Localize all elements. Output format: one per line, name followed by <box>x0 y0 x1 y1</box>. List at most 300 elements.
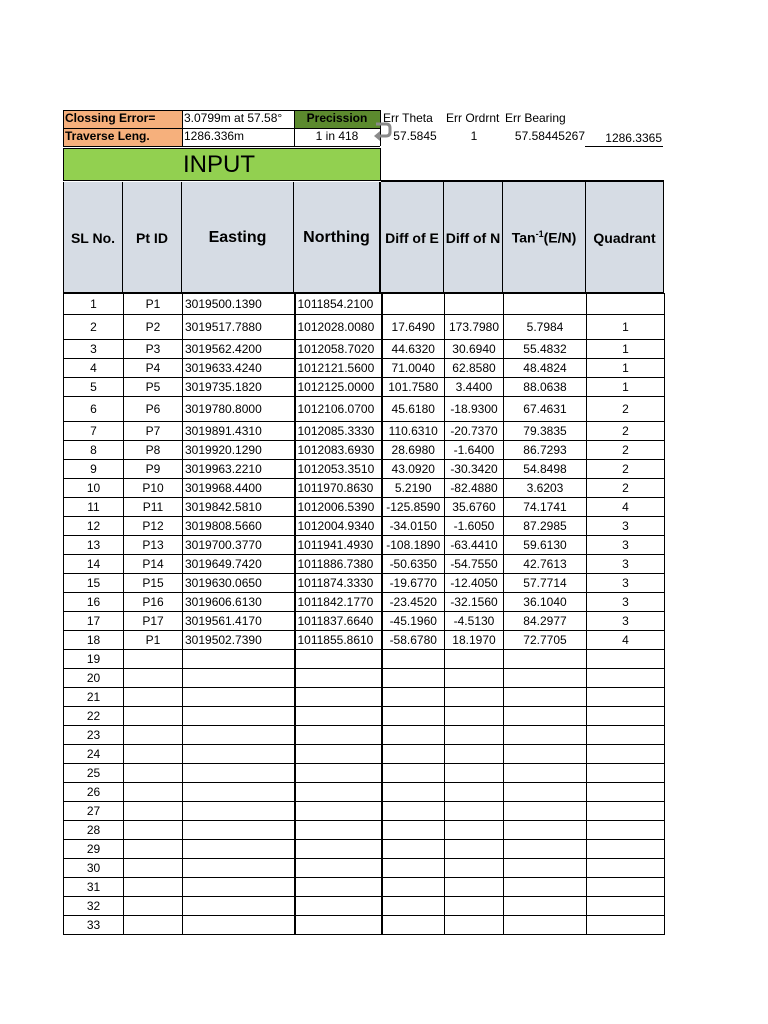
cell-diff-n[interactable] <box>445 764 504 783</box>
cell-easting[interactable] <box>183 878 295 897</box>
cell-tan-en[interactable]: 55.4832 <box>504 340 587 359</box>
cell-quadrant[interactable] <box>587 821 665 840</box>
cell-quadrant[interactable]: 3 <box>587 593 665 612</box>
cell-quadrant[interactable] <box>587 859 665 878</box>
cell-diff-e[interactable]: -125.8590 <box>382 498 445 517</box>
cell-pt-id[interactable]: P10 <box>124 479 183 498</box>
cell-sl-no[interactable]: 9 <box>64 460 124 479</box>
cell-easting[interactable]: 3019735.1820 <box>183 378 295 397</box>
cell-tan-en[interactable]: 67.4631 <box>504 397 587 422</box>
cell-quadrant[interactable]: 2 <box>587 479 665 498</box>
cell-pt-id[interactable] <box>124 669 183 688</box>
cell-easting[interactable]: 3019963.2210 <box>183 460 295 479</box>
cell-pt-id[interactable] <box>124 745 183 764</box>
cell-pt-id[interactable] <box>124 707 183 726</box>
cell-pt-id[interactable]: P17 <box>124 612 183 631</box>
cell-tan-en[interactable]: 86.7293 <box>504 441 587 460</box>
cell-diff-e[interactable] <box>382 669 445 688</box>
cell-easting[interactable] <box>183 897 295 916</box>
cell-quadrant[interactable] <box>587 764 665 783</box>
cell-quadrant[interactable]: 2 <box>587 460 665 479</box>
cell-diff-e[interactable] <box>382 688 445 707</box>
cell-easting[interactable] <box>183 840 295 859</box>
cell-sl-no[interactable]: 25 <box>64 764 124 783</box>
cell-sl-no[interactable]: 12 <box>64 517 124 536</box>
cell-easting[interactable] <box>183 707 295 726</box>
cell-diff-e[interactable]: 110.6310 <box>382 422 445 441</box>
cell-tan-en[interactable]: 5.7984 <box>504 315 587 340</box>
cell-quadrant[interactable] <box>587 783 665 802</box>
cell-sl-no[interactable]: 24 <box>64 745 124 764</box>
cell-pt-id[interactable]: P5 <box>124 378 183 397</box>
cell-northing[interactable] <box>295 802 382 821</box>
cell-pt-id[interactable] <box>124 650 183 669</box>
cell-northing[interactable]: 1012085.3330 <box>295 422 382 441</box>
cell-tan-en[interactable]: 36.1040 <box>504 593 587 612</box>
cell-quadrant[interactable]: 3 <box>587 517 665 536</box>
cell-quadrant[interactable]: 3 <box>587 574 665 593</box>
cell-diff-n[interactable]: -20.7370 <box>445 422 504 441</box>
cell-diff-e[interactable]: -23.4520 <box>382 593 445 612</box>
cell-sl-no[interactable]: 22 <box>64 707 124 726</box>
cell-sl-no[interactable]: 2 <box>64 315 124 340</box>
table-row <box>64 878 665 897</box>
cell-easting[interactable]: 3019920.1290 <box>183 441 295 460</box>
cell-easting[interactable]: 3019633.4240 <box>183 359 295 378</box>
table-row <box>64 441 665 460</box>
cell-easting[interactable] <box>183 916 295 935</box>
cell-tan-en[interactable] <box>504 821 587 840</box>
cell-northing[interactable]: 1012028.0080 <box>295 315 382 340</box>
cell-diff-e[interactable] <box>382 783 445 802</box>
cell-northing[interactable] <box>295 859 382 878</box>
cell-easting[interactable]: 3019630.0650 <box>183 574 295 593</box>
cell-quadrant[interactable]: 2 <box>587 441 665 460</box>
cell-diff-n[interactable]: -1.6050 <box>445 517 504 536</box>
cell-quadrant[interactable] <box>587 707 665 726</box>
cell-sl-no[interactable]: 5 <box>64 378 124 397</box>
cell-quadrant[interactable] <box>587 840 665 859</box>
cell-northing[interactable]: 1012004.9340 <box>295 517 382 536</box>
cell-tan-en[interactable]: 57.7714 <box>504 574 587 593</box>
cell-pt-id[interactable]: P6 <box>124 397 183 422</box>
cell-sl-no[interactable]: 6 <box>64 397 124 422</box>
header-northing[interactable] <box>294 182 381 293</box>
table-row <box>64 479 665 498</box>
cell-tan-en[interactable] <box>504 859 587 878</box>
cell-sl-no[interactable]: 21 <box>64 688 124 707</box>
cell-diff-n[interactable]: -63.4410 <box>445 536 504 555</box>
cell-pt-id[interactable] <box>124 821 183 840</box>
closing-error-value[interactable]: 3.0799m at 57.58° <box>184 111 283 125</box>
cell-quadrant[interactable]: 2 <box>587 397 665 422</box>
header-sl-no[interactable] <box>63 182 123 293</box>
cell-pt-id[interactable] <box>124 783 183 802</box>
cell-pt-id[interactable]: P3 <box>124 340 183 359</box>
cell-tan-en[interactable] <box>504 294 587 315</box>
table-row <box>64 688 665 707</box>
cell-tan-en[interactable]: 87.2985 <box>504 517 587 536</box>
cell-diff-n[interactable]: -54.7550 <box>445 555 504 574</box>
cell-sl-no[interactable]: 13 <box>64 536 124 555</box>
cell-northing[interactable] <box>295 783 382 802</box>
cell-diff-n[interactable]: -12.4050 <box>445 574 504 593</box>
cell-tan-en[interactable] <box>504 878 587 897</box>
cell-tan-en[interactable]: 72.7705 <box>504 631 587 650</box>
cell-diff-n[interactable] <box>445 745 504 764</box>
cell-quadrant[interactable]: 4 <box>587 631 665 650</box>
cell-quadrant[interactable] <box>587 878 665 897</box>
cell-diff-e[interactable]: -45.1960 <box>382 612 445 631</box>
cell-pt-id[interactable]: P12 <box>124 517 183 536</box>
cell-sl-no[interactable]: 14 <box>64 555 124 574</box>
cell-sl-no[interactable]: 8 <box>64 441 124 460</box>
cell-easting[interactable] <box>183 821 295 840</box>
cell-diff-n[interactable] <box>445 802 504 821</box>
cell-quadrant[interactable]: 1 <box>587 378 665 397</box>
cell-northing[interactable]: 1011941.4930 <box>295 536 382 555</box>
cell-easting[interactable] <box>183 688 295 707</box>
cell-easting[interactable]: 3019808.5660 <box>183 517 295 536</box>
cell-tan-en[interactable]: 84.2977 <box>504 612 587 631</box>
cell-easting[interactable] <box>183 783 295 802</box>
err-theta-label[interactable]: Err Theta <box>383 111 433 125</box>
cell-easting[interactable] <box>183 764 295 783</box>
cell-northing[interactable] <box>295 745 382 764</box>
cell-diff-n[interactable] <box>445 726 504 745</box>
table-row <box>64 574 665 593</box>
cell-pt-id[interactable] <box>124 859 183 878</box>
cell-pt-id[interactable]: P13 <box>124 536 183 555</box>
cell-quadrant[interactable] <box>587 802 665 821</box>
cell-pt-id[interactable]: P2 <box>124 315 183 340</box>
cell-northing[interactable]: 1012083.6930 <box>295 441 382 460</box>
cell-diff-e[interactable] <box>382 859 445 878</box>
cell-pt-id[interactable] <box>124 688 183 707</box>
table-row <box>64 726 665 745</box>
cell-sl-no[interactable]: 23 <box>64 726 124 745</box>
cell-diff-n[interactable] <box>445 688 504 707</box>
cell-easting[interactable]: 3019561.4170 <box>183 612 295 631</box>
cell-diff-e[interactable]: 44.6320 <box>382 340 445 359</box>
cell-northing[interactable] <box>295 916 382 935</box>
cell-diff-e[interactable]: -34.0150 <box>382 517 445 536</box>
cell-pt-id[interactable] <box>124 726 183 745</box>
header-quadrant[interactable] <box>586 182 664 293</box>
cell-northing[interactable] <box>295 669 382 688</box>
cell-diff-n[interactable] <box>445 897 504 916</box>
cell-pt-id[interactable]: P15 <box>124 574 183 593</box>
cell-quadrant[interactable]: 1 <box>587 359 665 378</box>
cell-pt-id[interactable]: P14 <box>124 555 183 574</box>
cell-tan-en[interactable] <box>504 669 587 688</box>
cell-tan-en[interactable] <box>504 916 587 935</box>
cell-diff-e[interactable] <box>382 878 445 897</box>
cell-easting[interactable]: 3019780.8000 <box>183 397 295 422</box>
err-theta-value[interactable]: 57.5845 <box>393 129 437 143</box>
traverse-total-value[interactable]: 1286.3365 <box>605 131 662 145</box>
cell-quadrant[interactable] <box>587 916 665 935</box>
cell-sl-no[interactable]: 27 <box>64 802 124 821</box>
cell-northing[interactable] <box>295 650 382 669</box>
cell-diff-e[interactable]: -108.1890 <box>382 536 445 555</box>
cell-easting[interactable]: 3019606.6130 <box>183 593 295 612</box>
cell-diff-e[interactable] <box>382 840 445 859</box>
cell-sl-no[interactable]: 17 <box>64 612 124 631</box>
cell-diff-e[interactable] <box>382 802 445 821</box>
cell-diff-e[interactable]: -50.6350 <box>382 555 445 574</box>
cell-diff-n[interactable] <box>445 707 504 726</box>
cell-diff-e[interactable] <box>382 745 445 764</box>
cell-northing[interactable]: 1012006.5390 <box>295 498 382 517</box>
cell-tan-en[interactable] <box>504 840 587 859</box>
cell-northing[interactable]: 1011886.7380 <box>295 555 382 574</box>
err-ordrnt-label[interactable]: Err Ordrnt <box>446 111 500 125</box>
cell-diff-e[interactable]: 43.0920 <box>382 460 445 479</box>
cell-quadrant[interactable]: 3 <box>587 536 665 555</box>
cell-pt-id[interactable] <box>124 840 183 859</box>
cell-quadrant[interactable] <box>587 294 665 315</box>
cell-diff-e[interactable] <box>382 707 445 726</box>
cell-diff-n[interactable]: -30.3420 <box>445 460 504 479</box>
cell-tan-en[interactable]: 48.4824 <box>504 359 587 378</box>
cell-pt-id[interactable] <box>124 916 183 935</box>
cell-quadrant[interactable] <box>587 897 665 916</box>
header-diff-n[interactable] <box>444 182 503 293</box>
cell-easting[interactable]: 3019891.4310 <box>183 422 295 441</box>
precision-label[interactable]: Precission <box>294 110 380 128</box>
table-row <box>64 821 665 840</box>
cell-diff-n[interactable]: 35.6760 <box>445 498 504 517</box>
cell-sl-no[interactable]: 26 <box>64 783 124 802</box>
cell-pt-id[interactable]: P8 <box>124 441 183 460</box>
cell-easting[interactable]: 3019502.7390 <box>183 631 295 650</box>
cell-diff-e[interactable]: 45.6180 <box>382 397 445 422</box>
cell-pt-id[interactable] <box>124 802 183 821</box>
cell-pt-id[interactable]: P16 <box>124 593 183 612</box>
cell-diff-n[interactable] <box>445 669 504 688</box>
cell-northing[interactable]: 1011837.6640 <box>295 612 382 631</box>
cell-diff-e[interactable]: 71.0040 <box>382 359 445 378</box>
cell-diff-n[interactable]: -18.9300 <box>445 397 504 422</box>
cell-northing[interactable] <box>295 821 382 840</box>
cell-diff-e[interactable]: 5.2190 <box>382 479 445 498</box>
cell-tan-en[interactable]: 88.0638 <box>504 378 587 397</box>
cell-tan-en[interactable] <box>504 764 587 783</box>
cell-sl-no[interactable]: 28 <box>64 821 124 840</box>
table-row <box>64 517 665 536</box>
input-section-title: INPUT <box>183 151 255 178</box>
cell-diff-n[interactable] <box>445 878 504 897</box>
header-pt-id[interactable] <box>123 182 182 293</box>
cell-sl-no[interactable]: 33 <box>64 916 124 935</box>
cell-diff-n[interactable] <box>445 294 504 315</box>
cell-quadrant[interactable]: 2 <box>587 422 665 441</box>
cell-northing[interactable] <box>295 764 382 783</box>
cell-sl-no[interactable]: 31 <box>64 878 124 897</box>
cell-sl-no[interactable]: 11 <box>64 498 124 517</box>
cell-tan-en[interactable] <box>504 745 587 764</box>
cell-tan-en[interactable]: 74.1741 <box>504 498 587 517</box>
cell-easting[interactable]: 3019517.7880 <box>183 315 295 340</box>
err-ordrnt-value[interactable]: 1 <box>470 129 478 143</box>
cell-diff-e[interactable] <box>382 726 445 745</box>
cell-easting[interactable]: 3019649.7420 <box>183 555 295 574</box>
header-diff-e[interactable] <box>381 182 444 293</box>
cell-diff-n[interactable]: -4.5130 <box>445 612 504 631</box>
cell-diff-n[interactable]: -1.6400 <box>445 441 504 460</box>
cell-tan-en[interactable]: 59.6130 <box>504 536 587 555</box>
cell-easting[interactable]: 3019500.1390 <box>183 294 295 315</box>
cell-tan-en[interactable] <box>504 688 587 707</box>
cell-northing[interactable]: 1011970.8630 <box>295 479 382 498</box>
cell-diff-e[interactable]: -19.6770 <box>382 574 445 593</box>
cell-diff-e[interactable] <box>382 916 445 935</box>
cell-pt-id[interactable]: P9 <box>124 460 183 479</box>
cell-quadrant[interactable] <box>587 650 665 669</box>
cell-easting[interactable] <box>183 669 295 688</box>
cell-northing[interactable]: 1011854.2100 <box>295 294 382 315</box>
cell-pt-id[interactable]: P1 <box>124 294 183 315</box>
cell-diff-n[interactable] <box>445 916 504 935</box>
cell-diff-n[interactable] <box>445 840 504 859</box>
cell-diff-e[interactable] <box>382 821 445 840</box>
header-easting[interactable] <box>182 182 294 293</box>
traverse-length-value[interactable]: 1286.336m <box>184 129 245 143</box>
cell-diff-e[interactable] <box>382 294 445 315</box>
cell-diff-e[interactable]: 101.7580 <box>382 378 445 397</box>
cell-tan-en[interactable]: 42.7613 <box>504 555 587 574</box>
table-row <box>64 422 665 441</box>
cell-northing[interactable]: 1012125.0000 <box>295 378 382 397</box>
cell-easting[interactable]: 3019968.4400 <box>183 479 295 498</box>
cell-northing[interactable]: 1011855.8610 <box>295 631 382 650</box>
cell-northing[interactable] <box>295 897 382 916</box>
cell-northing[interactable]: 1011874.3330 <box>295 574 382 593</box>
cell-quadrant[interactable]: 4 <box>587 498 665 517</box>
cell-pt-id[interactable]: P1 <box>124 631 183 650</box>
cell-easting[interactable] <box>183 726 295 745</box>
table-row <box>64 764 665 783</box>
cell-sl-no[interactable]: 29 <box>64 840 124 859</box>
cell-northing[interactable] <box>295 840 382 859</box>
cell-quadrant[interactable]: 1 <box>587 340 665 359</box>
cell-tan-en[interactable] <box>504 707 587 726</box>
table-row <box>64 916 665 935</box>
cell-easting[interactable] <box>183 859 295 878</box>
table-row <box>64 745 665 764</box>
cell-diff-e[interactable] <box>382 650 445 669</box>
cell-quadrant[interactable] <box>587 669 665 688</box>
cell-pt-id[interactable]: P11 <box>124 498 183 517</box>
cell-diff-e[interactable] <box>382 897 445 916</box>
cell-tan-en[interactable] <box>504 897 587 916</box>
cell-sl-no[interactable]: 1 <box>64 294 124 315</box>
cell-northing[interactable]: 1012106.0700 <box>295 397 382 422</box>
cell-diff-n[interactable]: 62.8580 <box>445 359 504 378</box>
cell-sl-no[interactable]: 7 <box>64 422 124 441</box>
cell-quadrant[interactable] <box>587 745 665 764</box>
cell-diff-n[interactable]: 3.4400 <box>445 378 504 397</box>
cell-diff-n[interactable]: -82.4880 <box>445 479 504 498</box>
cell-tan-en[interactable]: 3.6203 <box>504 479 587 498</box>
cell-sl-no[interactable]: 3 <box>64 340 124 359</box>
cell-sl-no[interactable]: 20 <box>64 669 124 688</box>
cell-tan-en[interactable] <box>504 783 587 802</box>
cell-easting[interactable]: 3019562.4200 <box>183 340 295 359</box>
cell-northing[interactable]: 1011842.1770 <box>295 593 382 612</box>
cell-diff-n[interactable]: 18.1970 <box>445 631 504 650</box>
cell-northing[interactable]: 1012121.5600 <box>295 359 382 378</box>
cell-northing[interactable]: 1012053.3510 <box>295 460 382 479</box>
cell-northing[interactable] <box>295 878 382 897</box>
cell-sl-no[interactable]: 19 <box>64 650 124 669</box>
cell-diff-n[interactable] <box>445 783 504 802</box>
cell-easting[interactable]: 3019700.3770 <box>183 536 295 555</box>
cell-diff-n[interactable]: -32.1560 <box>445 593 504 612</box>
cell-sl-no[interactable]: 10 <box>64 479 124 498</box>
cell-diff-n[interactable] <box>445 859 504 878</box>
cell-diff-n[interactable]: 173.7980 <box>445 315 504 340</box>
cell-easting[interactable]: 3019842.5810 <box>183 498 295 517</box>
cell-tan-en[interactable] <box>504 726 587 745</box>
traverse-length-label[interactable]: Traverse Leng. <box>63 128 182 146</box>
cell-diff-e[interactable]: 28.6980 <box>382 441 445 460</box>
header-tan-en[interactable] <box>503 182 586 293</box>
cell-quadrant[interactable] <box>587 726 665 745</box>
cell-pt-id[interactable]: P4 <box>124 359 183 378</box>
cell-tan-en[interactable]: 79.3835 <box>504 422 587 441</box>
cell-sl-no[interactable]: 32 <box>64 897 124 916</box>
cell-sl-no[interactable]: 30 <box>64 859 124 878</box>
cell-northing[interactable]: 1012058.7020 <box>295 340 382 359</box>
cell-diff-n[interactable] <box>445 650 504 669</box>
precision-value[interactable]: 1 in 418 <box>315 129 359 143</box>
cell-sl-no[interactable]: 18 <box>64 631 124 650</box>
cell-pt-id[interactable] <box>124 897 183 916</box>
cell-tan-en[interactable] <box>504 802 587 821</box>
cell-diff-e[interactable]: -58.6780 <box>382 631 445 650</box>
cell-quadrant[interactable] <box>587 688 665 707</box>
closing-error-label[interactable]: Clossing Error= <box>63 110 182 128</box>
cell-diff-n[interactable] <box>445 821 504 840</box>
cell-quadrant[interactable]: 3 <box>587 555 665 574</box>
cell-sl-no[interactable]: 15 <box>64 574 124 593</box>
cell-diff-n[interactable]: 30.6940 <box>445 340 504 359</box>
cell-easting[interactable] <box>183 802 295 821</box>
cell-northing[interactable] <box>295 707 382 726</box>
cell-quadrant[interactable]: 3 <box>587 612 665 631</box>
cell-northing[interactable] <box>295 726 382 745</box>
cell-pt-id[interactable]: P7 <box>124 422 183 441</box>
cell-sl-no[interactable]: 4 <box>64 359 124 378</box>
cell-quadrant[interactable]: 1 <box>587 315 665 340</box>
cell-easting[interactable] <box>183 650 295 669</box>
cell-pt-id[interactable] <box>124 764 183 783</box>
cell-easting[interactable] <box>183 745 295 764</box>
err-bearing-label[interactable]: Err Bearing <box>505 111 566 125</box>
cell-pt-id[interactable] <box>124 878 183 897</box>
cell-sl-no[interactable]: 16 <box>64 593 124 612</box>
cell-northing[interactable] <box>295 688 382 707</box>
cell-diff-e[interactable] <box>382 764 445 783</box>
cell-tan-en[interactable]: 54.8498 <box>504 460 587 479</box>
table-row <box>64 631 665 650</box>
cell-diff-e[interactable]: 17.6490 <box>382 315 445 340</box>
input-section-header <box>63 148 381 181</box>
err-bearing-value[interactable]: 57.58445267 <box>514 129 585 143</box>
cell-tan-en[interactable] <box>504 650 587 669</box>
